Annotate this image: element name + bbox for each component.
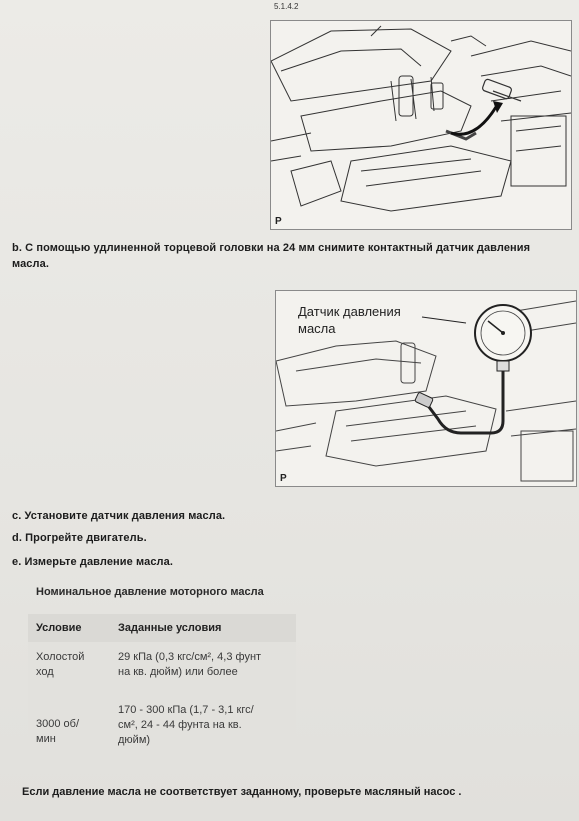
spec-line: на кв. дюйм) или более	[118, 665, 238, 678]
figure-label: P	[275, 216, 282, 227]
engine-illustration-removal	[270, 20, 572, 230]
step-c-text: c. Установите датчик давления масла.	[12, 510, 226, 522]
spec-cell	[110, 695, 296, 766]
table-row	[28, 642, 296, 695]
step-e-text: e. Измерьте давление масла.	[12, 556, 174, 568]
condition-line: мин	[36, 733, 56, 746]
condition-cell	[28, 642, 110, 695]
header-condition: Условие	[28, 614, 110, 642]
engine-line-drawing	[271, 21, 571, 229]
condition-line: Холостой	[36, 650, 85, 663]
step-d-text: d. Прогрейте двигатель.	[12, 532, 147, 544]
spec-line: см², 24 - 44 фунта на кв.	[118, 719, 242, 732]
table-header-row	[28, 614, 296, 642]
spec-line: 170 - 300 кПа (1,7 - 3,1 кгс/	[118, 704, 254, 717]
step-b-text: b. С помощью удлиненной торцевой головки на 24 мм снимите контактный датчик давления масла.	[12, 242, 531, 270]
pump-check-note: Если давление масла не соответствует заданному, проверьте масляный насос .	[22, 786, 462, 798]
condition-line: ход	[36, 665, 54, 678]
callout-line-2: масла	[298, 321, 336, 336]
engine-illustration-gauge	[275, 290, 577, 487]
spec-line: дюйм)	[118, 734, 151, 747]
header-spec: Заданные условия	[110, 614, 296, 642]
spec-table-title: Номинальное давление моторного масла	[36, 586, 264, 598]
spec-cell	[110, 642, 296, 695]
oil-pressure-spec-table	[28, 614, 296, 766]
table-row	[28, 695, 296, 766]
section-number: 5.1.4.2	[274, 2, 299, 11]
condition-line: 3000 об/	[36, 718, 80, 731]
spec-line: 29 кПа (0,3 кгс/см², 4,3 фунт	[118, 650, 262, 663]
condition-cell	[28, 695, 110, 766]
sensor-callout	[298, 303, 401, 337]
figure-label: P	[280, 473, 287, 484]
callout-line-1: Датчик давления	[298, 304, 401, 319]
